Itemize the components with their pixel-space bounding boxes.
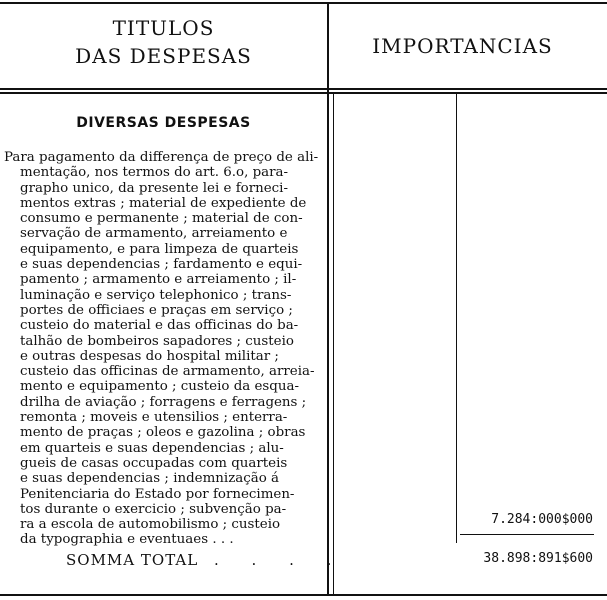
section-title: DIVERSAS DESPESAS: [76, 115, 251, 131]
description-line: mentação, nos termos do art. 6.o, para-: [20, 165, 289, 181]
description-line: talhão de bombeiros sapadores ; custeio: [20, 333, 294, 349]
description-line: luminação e serviço telephonico ; trans-: [20, 287, 292, 303]
description-line: da typographia e eventuaes . . .: [20, 532, 234, 548]
description-line: consumo e permanente ; material de con-: [20, 211, 303, 227]
column-header-titles-line1: TITULOS: [112, 16, 215, 40]
header-rule-2: [0, 92, 607, 94]
description-line: grapho unico, da presente lei e forneci-: [20, 180, 288, 196]
description-line: e suas dependencias ; indemnização á: [20, 471, 280, 487]
column-divider-inner: [333, 93, 334, 594]
total-amount: 38.898:891$600: [483, 551, 593, 566]
item-amount: 7.284:000$000: [491, 512, 593, 527]
description-line: gueis de casas occupadas com quarteis: [20, 455, 288, 471]
column-header-titles: [0, 14, 327, 70]
description-line: portes de officiaes e praças em serviço ;: [20, 302, 293, 318]
description-line: mentos extras ; material de expediente de: [20, 195, 307, 211]
total-leader-dots: . . . .: [214, 551, 346, 569]
description-line: servação de armamento, arreiamento e: [20, 226, 288, 242]
description-line: tos durante o exercicio ; subvenção pa-: [20, 501, 287, 517]
description-line: drilha de aviação ; forragens e ferragens ;: [20, 394, 307, 410]
amount-subdivider: [456, 93, 457, 543]
column-header-amounts: IMPORTANCIAS: [372, 34, 553, 58]
total-label: SOMMA TOTAL: [66, 551, 199, 569]
top-rule: [0, 2, 607, 4]
description-line: mento e equipamento ; custeio da esqua-: [20, 379, 300, 395]
description-line: e suas dependencias ; fardamento e equi-: [20, 257, 303, 273]
expense-description: [4, 150, 328, 548]
description-line: ra a escola de automobilismo ; custeio: [20, 517, 281, 533]
description-line: equipamento, e para limpeza de quarteis: [20, 241, 299, 257]
description-line: mento de praças ; oleos e gazolina ; obras: [20, 425, 306, 441]
description-line: custeio do material e das officinas do ba-: [20, 318, 299, 334]
description-line: Penitenciaria do Estado por fornecimen-: [20, 486, 295, 502]
column-header-titles-line2: DAS DESPESAS: [75, 44, 252, 68]
header-rule: [0, 88, 607, 90]
description-line: pamento ; armamento e arreiamento ; il-: [20, 272, 297, 288]
amount-rule: [460, 534, 594, 535]
description-line: Para pagamento da differença de preço de ali-: [4, 150, 319, 165]
bottom-rule: [0, 594, 607, 596]
description-line: e outras despesas do hospital militar ;: [20, 348, 279, 364]
description-line: custeio das officinas de armamento, arreia-: [20, 364, 315, 380]
description-line: remonta ; moveis e utensilios ; enterra-: [20, 410, 288, 426]
description-line: em quarteis e suas dependencias ; alu-: [20, 440, 284, 456]
